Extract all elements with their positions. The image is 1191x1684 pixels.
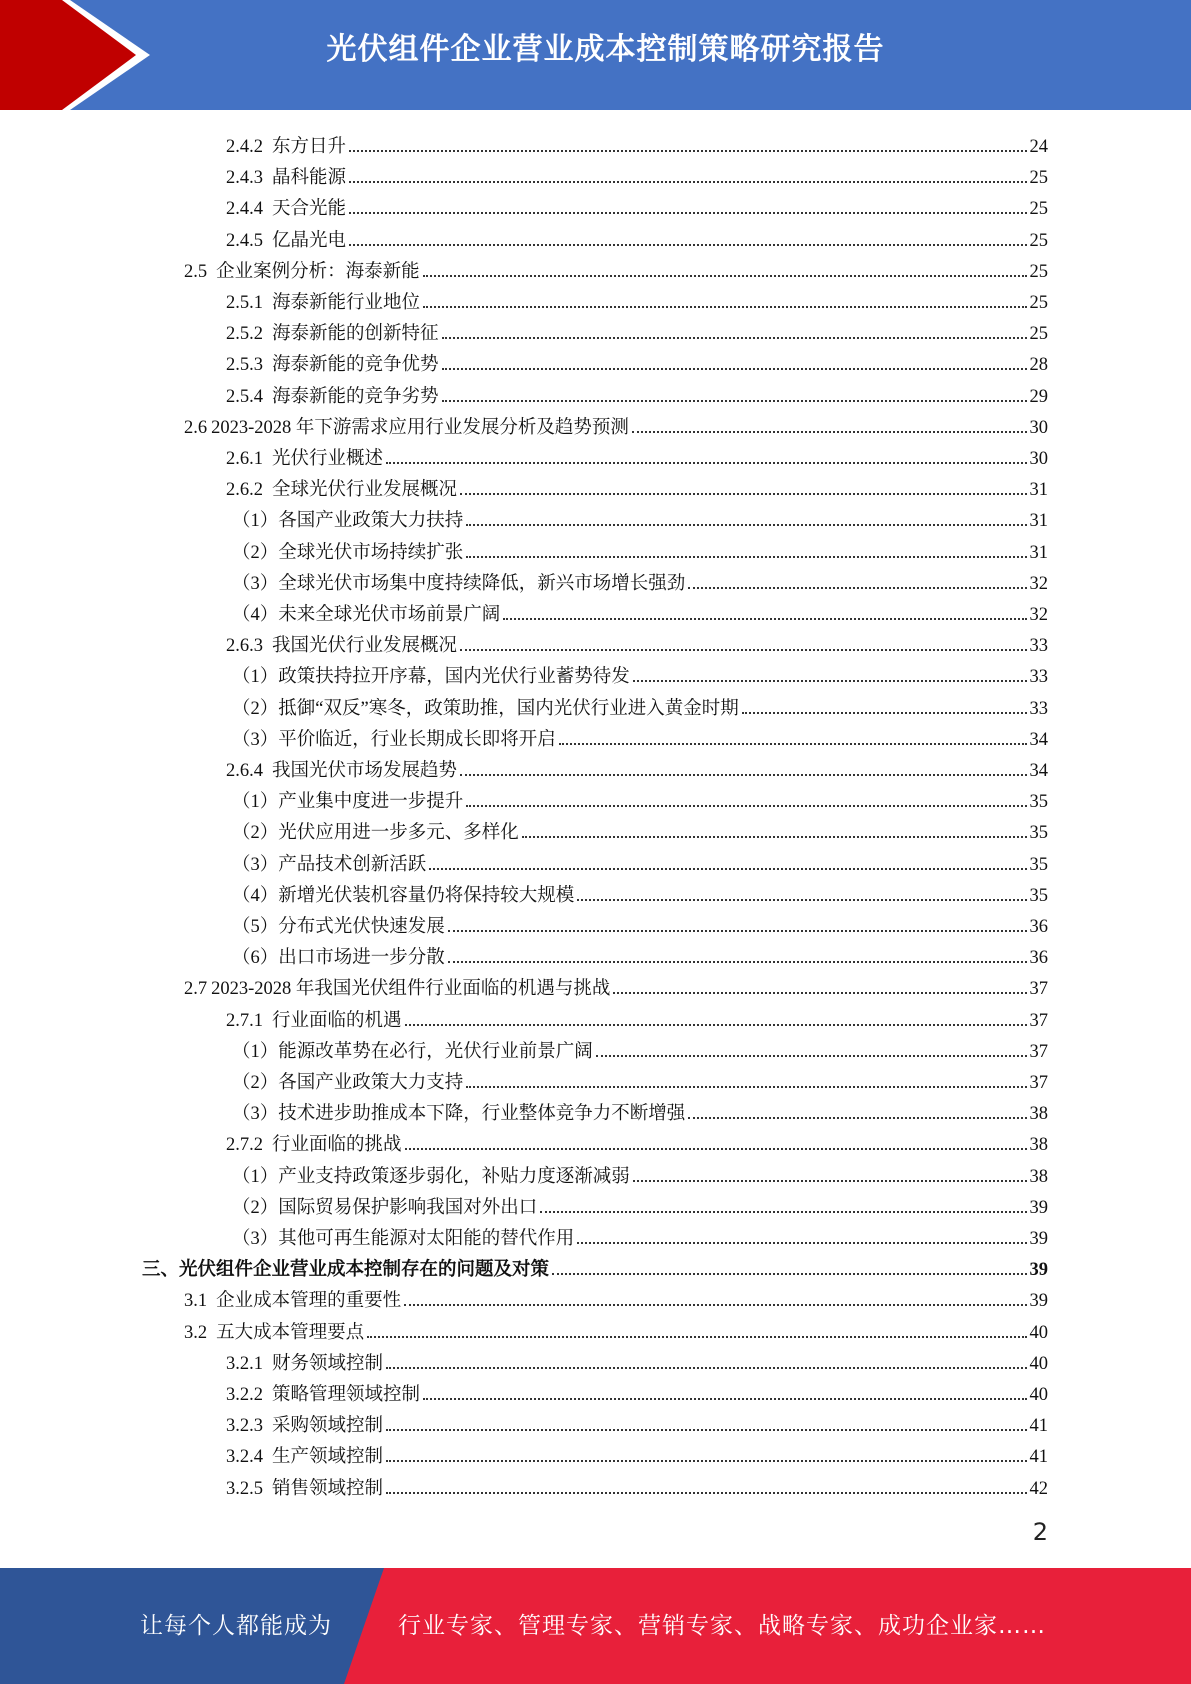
toc-entry-title: 我国光伏行业发展概况 — [272, 636, 458, 657]
toc-entry[interactable] — [226, 439, 1048, 470]
toc-entry-title: 销售领域控制 — [272, 1478, 384, 1499]
toc-entry-title: 产业集中度进一步提升 — [278, 792, 464, 813]
toc-entry-number: 2.5.4 — [226, 386, 263, 407]
toc-entry-title: 分布式光伏快速发展 — [278, 917, 445, 937]
toc-entry-title: 行业面临的挑战 — [272, 1135, 402, 1156]
toc-entry[interactable] — [232, 1219, 1048, 1250]
toc-entry-number: 2.4.3 — [226, 168, 263, 189]
toc-entry-page: 35 — [1029, 792, 1048, 813]
toc-entry-number: （2） — [232, 1197, 279, 1218]
toc-dot-leader — [429, 868, 1026, 870]
page-number: 2 — [1032, 1518, 1048, 1546]
toc-entry[interactable] — [226, 345, 1048, 376]
toc-entry[interactable] — [226, 1344, 1048, 1375]
toc-entry-title: 国际贸易保护影响我国对外出口 — [278, 1197, 538, 1218]
toc-dot-leader — [423, 306, 1026, 308]
toc-dot-leader — [349, 150, 1026, 152]
toc-dot-leader — [522, 836, 1027, 838]
toc-entry-title: 东方日升 — [272, 137, 347, 157]
toc-entry-number: 2.4.2 — [226, 137, 263, 157]
toc-entry-title: 企业成本管理的重要性 — [216, 1291, 402, 1312]
toc-entry-number: 3.2.1 — [226, 1353, 263, 1374]
toc-entry-number: 2.5 — [184, 261, 208, 282]
toc-entry-title: 未来全球光伏市场前景广阔 — [278, 605, 501, 625]
toc-entry-number: 2.6.2 — [226, 480, 263, 501]
toc-entry-number: 2.6 — [184, 417, 208, 438]
toc-entry[interactable] — [232, 782, 1048, 813]
toc-entry-number: 2.5.1 — [226, 293, 263, 313]
toc-entry-number: 3.2 — [184, 1322, 208, 1343]
toc-dot-leader — [633, 1180, 1027, 1182]
toc-entry-number: （2） — [232, 542, 279, 563]
toc-dot-leader — [423, 1398, 1026, 1400]
toc-entry-page: 41 — [1029, 1416, 1048, 1437]
toc-entry[interactable] — [232, 564, 1048, 595]
toc-entry[interactable] — [226, 1375, 1048, 1406]
toc-entry-page: 34 — [1029, 729, 1048, 750]
toc-dot-leader — [448, 961, 1027, 963]
toc-entry[interactable] — [184, 1281, 1048, 1312]
toc-entry-title: 海泰新能的创新特征 — [272, 324, 439, 345]
toc-dot-leader — [466, 556, 1026, 558]
toc-dot-leader — [466, 805, 1026, 807]
toc-entry-page: 32 — [1029, 573, 1048, 594]
toc-dot-leader — [552, 1273, 1026, 1275]
toc-entry[interactable] — [226, 1125, 1048, 1156]
toc-entry[interactable] — [232, 533, 1048, 564]
toc-entry-title: 亿晶光电 — [272, 230, 347, 251]
toc-dot-leader — [633, 680, 1027, 682]
toc-entry[interactable] — [184, 252, 1048, 283]
toc-entry-number: 3.2.5 — [226, 1478, 263, 1499]
toc-dot-leader — [632, 431, 1027, 433]
document-title: 光伏组件企业营业成本控制策略研究报告 — [326, 32, 885, 67]
toc-dot-leader — [466, 1086, 1026, 1088]
toc-entry[interactable] — [142, 1250, 1048, 1281]
toc-entry-page: 42 — [1029, 1478, 1048, 1499]
toc-entry-number: （2） — [232, 823, 279, 844]
toc-entry[interactable] — [232, 938, 1048, 969]
toc-entry[interactable] — [232, 1188, 1048, 1219]
toc-entry-page: 31 — [1029, 511, 1048, 532]
footer-banner — [0, 1568, 1191, 1684]
toc-entry-title: 五大成本管理要点 — [216, 1322, 365, 1343]
toc-entry-page: 37 — [1029, 979, 1048, 1000]
toc-entry-number: 3.1 — [184, 1291, 208, 1312]
toc-dot-leader — [367, 1336, 1026, 1338]
toc-entry-number: （1） — [232, 511, 279, 532]
toc-dot-leader — [405, 1148, 1027, 1150]
toc-entry-number: 2.6.4 — [226, 761, 263, 781]
toc-entry-page: 36 — [1029, 917, 1048, 937]
toc-entry-page: 35 — [1029, 823, 1048, 844]
toc-dot-leader — [386, 1460, 1026, 1462]
toc-entry-title: 产品技术创新活跃 — [278, 854, 427, 875]
toc-entry-number: 2.7 — [184, 979, 208, 1000]
toc-entry-page: 33 — [1029, 636, 1048, 657]
toc-entry-number: （1） — [232, 792, 279, 813]
toc-entry-number: 3.2.3 — [226, 1416, 263, 1437]
toc-entry[interactable] — [226, 470, 1048, 501]
toc-entry-title: 2023-2028 年我国光伏组件行业面临的机遇与挑战 — [211, 979, 611, 1000]
toc-entry-page: 31 — [1029, 480, 1048, 501]
toc-entry-page: 35 — [1029, 885, 1048, 906]
toc-entry-title: 产业支持政策逐步弱化，补贴力度逐渐减弱 — [278, 1166, 630, 1187]
toc-dot-leader — [442, 368, 1027, 370]
toc-dot-leader — [460, 493, 1026, 495]
toc-dot-leader — [688, 1117, 1026, 1119]
toc-entry-title: 新增光伏装机容量仍将保持较大规模 — [278, 885, 575, 906]
footer-slogan-right: 行业专家、管理专家、营销专家、战略专家、成功企业家…… — [398, 1613, 1046, 1639]
toc-entry-number: （1） — [232, 1041, 279, 1062]
toc-entry-number: 2.6.1 — [226, 449, 263, 469]
toc-entry-title: 平价临近，行业长期成长即将开启 — [278, 729, 556, 750]
toc-entry[interactable] — [226, 751, 1048, 782]
toc-entry-number: 2.6.3 — [226, 636, 263, 657]
toc-entry-page: 30 — [1029, 449, 1048, 469]
toc-entry-number: （2） — [232, 698, 279, 719]
toc-entry[interactable] — [226, 158, 1048, 189]
toc-entry[interactable] — [232, 876, 1048, 907]
toc-entry-page: 39 — [1029, 1291, 1048, 1312]
toc-entry-page: 37 — [1029, 1041, 1048, 1062]
toc-entry[interactable] — [232, 689, 1048, 720]
toc-entry-page: 25 — [1029, 168, 1048, 189]
toc-entry[interactable] — [226, 1437, 1048, 1468]
toc-entry-title: 行业面临的机遇 — [272, 1010, 402, 1031]
header-banner — [0, 0, 1191, 110]
toc-entry-title: 光伏组件企业营业成本控制存在的问题及对策 — [179, 1260, 550, 1281]
toc-entry[interactable] — [232, 813, 1048, 844]
toc-dot-leader — [503, 618, 1026, 620]
toc-entry-title: 抵御“双反”寒冬，政策助推，国内光伏行业进入黄金时期 — [278, 698, 739, 719]
toc-dot-leader — [386, 1367, 1026, 1369]
toc-entry-number: （3） — [232, 1229, 279, 1249]
toc-entry-page: 37 — [1029, 1010, 1048, 1031]
toc-dot-leader — [404, 1304, 1026, 1306]
toc-dot-leader — [466, 524, 1026, 526]
toc-entry-page: 29 — [1029, 386, 1048, 407]
toc-entry[interactable] — [226, 377, 1048, 408]
toc-entry-page: 39 — [1029, 1229, 1048, 1249]
toc-entry[interactable] — [232, 1157, 1048, 1188]
toc-entry[interactable] — [226, 1406, 1048, 1437]
toc-entry-number: （3） — [232, 854, 279, 875]
toc-entry-title: 海泰新能的竞争优势 — [272, 355, 439, 376]
toc-entry[interactable] — [226, 127, 1048, 158]
toc-dot-leader — [559, 743, 1027, 745]
toc-entry-page: 28 — [1029, 355, 1048, 376]
toc-dot-leader — [423, 275, 1027, 277]
toc-dot-leader — [460, 649, 1026, 651]
toc-entry[interactable] — [184, 1313, 1048, 1344]
toc-entry-page: 38 — [1029, 1135, 1048, 1156]
toc-dot-leader — [448, 930, 1027, 932]
toc-entry-page: 25 — [1029, 324, 1048, 345]
toc-entry-page: 32 — [1029, 605, 1048, 625]
toc-dot-leader — [540, 1211, 1026, 1213]
toc-entry[interactable] — [232, 657, 1048, 688]
toc-entry-number: （3） — [232, 729, 279, 750]
toc-entry-title: 策略管理领域控制 — [272, 1385, 421, 1405]
toc-dot-leader — [577, 1242, 1026, 1244]
footer-slogan-left: 让每个人都能成为 — [140, 1613, 332, 1639]
toc-entry-title: 2023-2028 年下游需求应用行业发展分析及趋势预测 — [211, 417, 629, 438]
toc-entry-number: （5） — [232, 917, 279, 937]
toc-entry-number: （6） — [232, 948, 279, 969]
toc-entry[interactable] — [232, 501, 1048, 532]
toc-entry-title: 海泰新能的竞争劣势 — [272, 386, 439, 407]
toc-entry-page: 40 — [1029, 1385, 1048, 1405]
toc-entry-page: 25 — [1029, 199, 1048, 220]
toc-entry-title: 财务领域控制 — [272, 1353, 384, 1374]
toc-entry-page: 34 — [1029, 761, 1048, 781]
toc-entry-number: （1） — [232, 667, 279, 688]
toc-entry-number: 2.7.1 — [226, 1010, 263, 1031]
toc-dot-leader — [577, 899, 1026, 901]
toc-entry-title: 各国产业政策大力支持 — [278, 1073, 464, 1093]
toc-entry-page: 25 — [1029, 293, 1048, 313]
toc-entry-page: 25 — [1029, 230, 1048, 251]
toc-entry[interactable] — [232, 720, 1048, 751]
toc-entry[interactable] — [232, 1063, 1048, 1094]
toc-entry-page: 39 — [1029, 1197, 1048, 1218]
toc-entry-title: 采购领域控制 — [272, 1416, 384, 1437]
toc-dot-leader — [596, 1055, 1027, 1057]
toc-entry-page: 40 — [1029, 1322, 1048, 1343]
toc-entry-title: 天合光能 — [272, 199, 347, 220]
toc-entry-page: 24 — [1029, 137, 1048, 157]
toc-entry-number: 2.5.2 — [226, 324, 263, 345]
toc-entry[interactable] — [232, 845, 1048, 876]
toc-entry[interactable] — [232, 907, 1048, 938]
toc-entry[interactable] — [226, 189, 1048, 220]
toc-entry-title: 技术进步助推成本下降，行业整体竞争力不断增强 — [278, 1104, 686, 1125]
toc-entry-number: （2） — [232, 1073, 279, 1093]
toc-entry-title: 光伏应用进一步多元、多样化 — [278, 823, 519, 844]
toc-dot-leader — [349, 244, 1026, 246]
toc-entry-title: 光伏行业概述 — [272, 449, 384, 469]
toc-entry-page: 35 — [1029, 854, 1048, 875]
toc-entry-number: （3） — [232, 1104, 279, 1125]
toc-entry-page: 38 — [1029, 1166, 1048, 1187]
toc-entry-page: 36 — [1029, 948, 1048, 969]
toc-dot-leader — [688, 587, 1026, 589]
toc-entry-title: 企业案例分析：海泰新能 — [216, 261, 420, 282]
toc-dot-leader — [349, 181, 1026, 183]
toc-entry[interactable] — [226, 283, 1048, 314]
toc-dot-leader — [442, 337, 1027, 339]
toc-dot-leader — [460, 774, 1026, 776]
toc-entry[interactable] — [232, 1094, 1048, 1125]
toc-dot-leader — [405, 1024, 1027, 1026]
toc-entry-title: 海泰新能行业地位 — [272, 293, 421, 313]
toc-entry-number: （4） — [232, 605, 279, 625]
toc-entry-title: 其他可再生能源对太阳能的替代作用 — [278, 1229, 575, 1249]
toc-entry-number: 2.7.2 — [226, 1135, 263, 1156]
toc-entry-title: 各国产业政策大力扶持 — [278, 511, 464, 532]
toc-entry-page: 25 — [1029, 261, 1048, 282]
toc-entry-title: 全球光伏行业发展概况 — [272, 480, 458, 501]
toc-entry-number: 3.2.4 — [226, 1447, 263, 1468]
toc-entry-title: 政策扶持拉开序幕，国内光伏行业蓄势待发 — [278, 667, 630, 688]
toc-entry-page: 40 — [1029, 1353, 1048, 1374]
toc-dot-leader — [742, 712, 1027, 714]
toc-entry-page: 39 — [1029, 1260, 1048, 1281]
toc-entry[interactable] — [232, 1032, 1048, 1063]
toc-entry-title: 晶科能源 — [272, 168, 347, 189]
toc-entry[interactable] — [226, 1001, 1048, 1032]
toc-dot-leader — [386, 1492, 1026, 1494]
toc-entry-page: 30 — [1029, 417, 1048, 438]
toc-entry-page: 38 — [1029, 1104, 1048, 1125]
toc-entry[interactable] — [184, 408, 1048, 439]
toc-entry-number: 三、 — [142, 1260, 180, 1281]
toc-dot-leader — [386, 1429, 1026, 1431]
toc-entry-title: 出口市场进一步分散 — [278, 948, 445, 969]
toc-dot-leader — [613, 992, 1026, 994]
toc-entry-number: 3.2.2 — [226, 1385, 263, 1405]
toc-entry-title: 我国光伏市场发展趋势 — [272, 761, 458, 781]
toc-entry-number: 2.5.3 — [226, 355, 263, 376]
toc-dot-leader — [442, 400, 1027, 402]
toc-entry-number: 2.4.5 — [226, 230, 263, 251]
toc-entry-title: 能源改革势在必行，光伏行业前景广阔 — [278, 1041, 593, 1062]
toc-entry-number: 2.4.4 — [226, 199, 263, 220]
toc-entry-page: 33 — [1029, 667, 1048, 688]
toc-entry-page: 33 — [1029, 698, 1048, 719]
toc-dot-leader — [386, 462, 1026, 464]
toc-entry-page: 31 — [1029, 542, 1048, 563]
toc-entry[interactable] — [226, 314, 1048, 345]
toc-entry-title: 全球光伏市场集中度持续降低，新兴市场增长强劲 — [278, 573, 686, 594]
toc-entry-number: （4） — [232, 885, 279, 906]
toc-entry-page: 37 — [1029, 1073, 1048, 1093]
toc-entry-page: 41 — [1029, 1447, 1048, 1468]
toc-entry-title: 全球光伏市场持续扩张 — [278, 542, 464, 563]
toc-entry[interactable] — [226, 1469, 1048, 1500]
toc-entry-title: 生产领域控制 — [272, 1447, 384, 1468]
toc-entry[interactable] — [232, 595, 1048, 626]
toc-entry-number: （1） — [232, 1166, 279, 1187]
toc-entry-number: （3） — [232, 573, 279, 594]
toc-dot-leader — [349, 212, 1026, 214]
toc-entry[interactable] — [226, 221, 1048, 252]
toc-entry[interactable] — [226, 626, 1048, 657]
toc-entry[interactable] — [184, 969, 1048, 1000]
